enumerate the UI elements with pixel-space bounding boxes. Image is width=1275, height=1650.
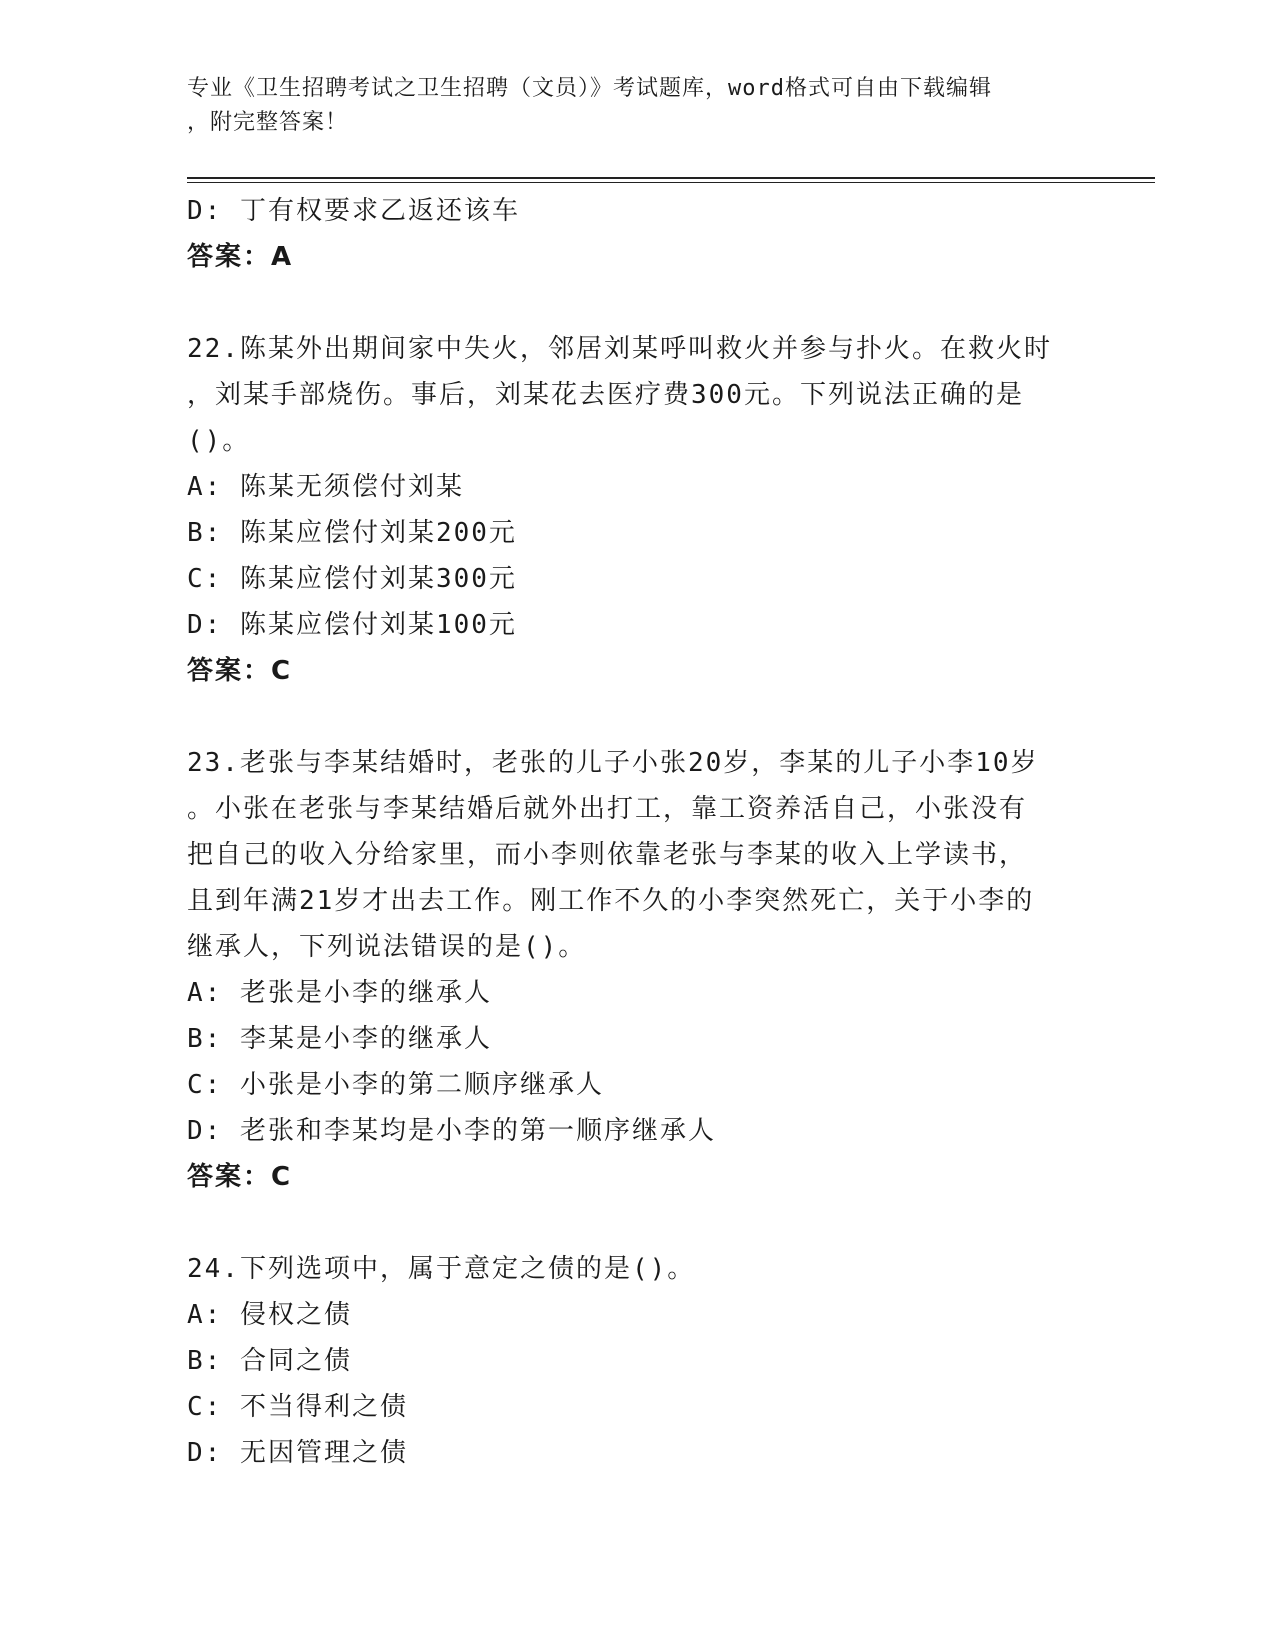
spacer: [187, 694, 1087, 740]
answer: 答案：C: [187, 1162, 293, 1192]
spacer: [187, 280, 1087, 326]
prev-answer: 答案：A: [187, 242, 294, 272]
option-b: B: 合同之债: [187, 1346, 352, 1376]
header-line-1: 专业《卫生招聘考试之卫生招聘（文员）》考试题库，word格式可自由下载编辑: [187, 76, 992, 101]
option-b: B: 李某是小李的继承人: [187, 1024, 492, 1054]
page-header: [187, 72, 1067, 140]
header-rule-thick: [187, 177, 1155, 179]
question-text-line: 继承人，下列说法错误的是()。: [187, 932, 587, 962]
option-d: D: 老张和李某均是小李的第一顺序继承人: [187, 1116, 716, 1146]
question-text-line: 。小张在老张与李某结婚后就外出打工，靠工资养活自己，小张没有: [187, 794, 1028, 824]
option-b: B: 陈某应偿付刘某200元: [187, 518, 517, 548]
question-text-line: 22.陈某外出期间家中失火，邻居刘某呼叫救火并参与扑火。在救火时: [187, 334, 1052, 364]
option-c: C: 小张是小李的第二顺序继承人: [187, 1070, 604, 1100]
question-22: [187, 326, 1087, 694]
question-23: [187, 740, 1087, 1200]
question-text-line: 且到年满21岁才出去工作。刚工作不久的小李突然死亡，关于小李的: [187, 886, 1035, 916]
spacer: [187, 1200, 1087, 1246]
header-rule-thin: [187, 182, 1155, 183]
question-text-line: 24.下列选项中，属于意定之债的是()。: [187, 1254, 696, 1284]
question-text-line: ()。: [187, 426, 251, 456]
question-text-line: 23.老张与李某结婚时，老张的儿子小张20岁，李某的儿子小李10岁: [187, 748, 1039, 778]
option-a: A: 老张是小李的继承人: [187, 978, 492, 1008]
option-a: A: 陈某无须偿付刘某: [187, 472, 464, 502]
prev-option-d: D: 丁有权要求乙返还该车: [187, 196, 520, 226]
question-content: [187, 188, 1087, 1476]
answer: 答案：C: [187, 656, 293, 686]
question-24: [187, 1246, 1087, 1476]
option-c: C: 不当得利之债: [187, 1392, 408, 1422]
option-d: D: 陈某应偿付刘某100元: [187, 610, 517, 640]
header-line-2: ，附完整答案！: [187, 110, 349, 135]
option-a: A: 侵权之债: [187, 1300, 352, 1330]
question-text-line: 把自己的收入分给家里，而小李则依靠老张与李某的收入上学读书，: [187, 840, 1028, 870]
option-c: C: 陈某应偿付刘某300元: [187, 564, 517, 594]
option-d: D: 无因管理之债: [187, 1438, 408, 1468]
question-text-line: ，刘某手部烧伤。事后，刘某花去医疗费300元。下列说法正确的是: [187, 380, 1024, 410]
